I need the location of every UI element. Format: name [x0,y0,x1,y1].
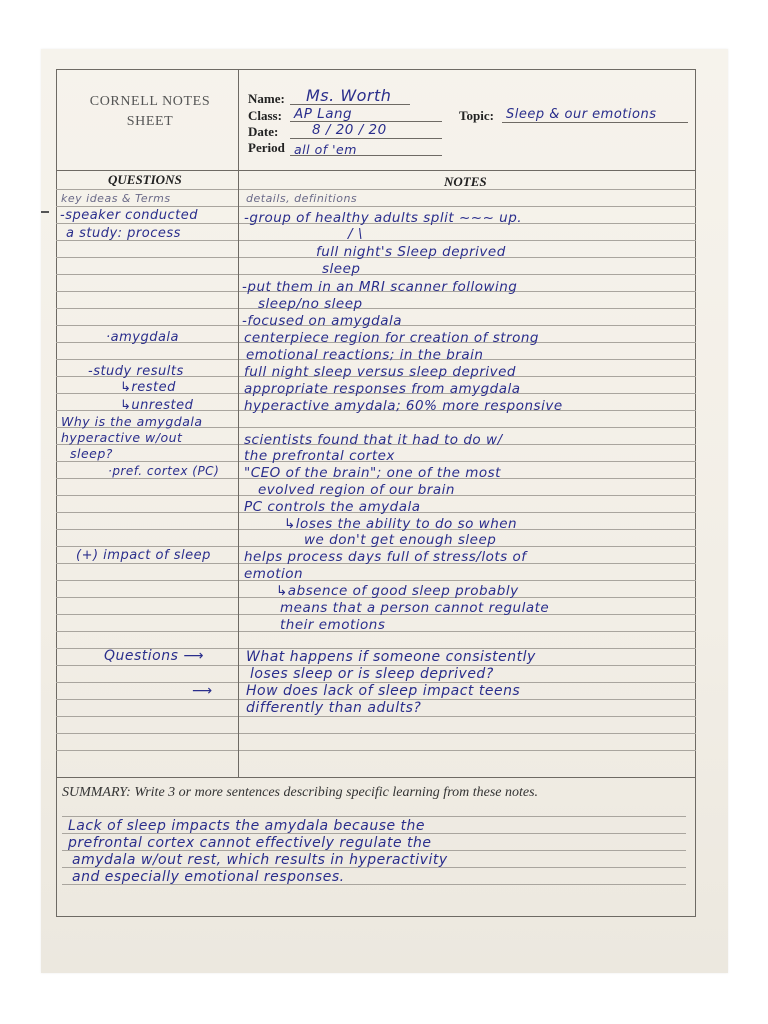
date-underline [290,138,442,139]
question-item: Why is the amygdala [61,414,203,429]
note-line: ↳loses the ability to do so when [284,516,518,532]
date-label: Date: [248,124,279,139]
sheet-title-line2: SHEET [126,114,174,129]
topic-label: Topic: [459,108,494,123]
note-line: appropriate responses from amygdala [244,381,521,397]
notes-header: NOTES [444,174,487,189]
ruled-line [56,580,696,581]
question-item: ·pref. cortex (PC) [108,464,220,478]
question-item: Questions ⟶ [104,648,204,664]
period-label: Period [248,140,285,155]
sheet-title-line1: CORNELL NOTES [89,94,211,109]
sheet-title [62,92,238,132]
class-value: AP Lang [294,106,353,122]
note-line: the prefrontal cortex [244,448,395,464]
note-line: helps process days full of stress/lots of [244,549,527,565]
summary-line: prefrontal cortex cannot effectively regulate the [68,835,432,851]
note-line: full night's Sleep deprived [316,244,506,260]
class-label: Class: [248,108,282,123]
note-line: emotion [244,566,304,582]
ruled-line [56,308,696,309]
note-line: emotional reactions; in the brain [246,347,484,363]
summary-line: and especially emotional responses. [72,869,345,885]
note-line: How does lack of sleep impact teens [246,683,521,699]
questions-header: QUESTIONS [108,172,182,187]
note-line: we don't get enough sleep [304,532,497,548]
questions-subheader: key ideas & Terms [61,192,171,205]
question-item: (+) impact of sleep [76,548,211,563]
note-line: their emotions [280,617,386,633]
note-line: What happens if someone consistently [246,649,536,665]
note-line: scientists found that it had to do w/ [244,432,503,448]
question-item: ·amygdala [106,330,180,345]
note-line: "CEO of the brain"; one of the most [244,465,501,481]
header-divider [56,170,696,171]
note-line: means that a person cannot regulate [280,600,550,616]
column-divider [238,69,239,777]
note-line: full night sleep versus sleep deprived [244,364,516,380]
note-line: evolved region of our brain [258,482,455,498]
paper-edge-mark [41,211,49,213]
question-item: a study: process [66,226,181,241]
topic-value: Sleep & our emotions [506,107,657,122]
summary-divider [56,777,696,778]
name-value: Ms. Worth [306,86,392,105]
note-line: -put them in an MRI scanner following [242,279,518,295]
note-line: ↳absence of good sleep probably [276,583,519,599]
ruled-line [56,274,696,275]
ruled-line [56,206,696,207]
note-line: -focused on amygdala [242,313,403,329]
note-line: centerpiece region for creation of strong [244,330,539,346]
summary-prompt: SUMMARY: Write 3 or more sentences describing specific learning from these notes. [62,785,539,800]
topic-underline [502,122,688,123]
question-item: -speaker conducted [60,208,199,223]
ruled-line [56,716,696,717]
note-line: sleep/no sleep [258,296,363,312]
note-line: sleep [322,261,361,277]
question-item: ⟶ [192,683,213,699]
date-value: 8 / 20 / 20 [312,122,387,138]
ruled-line [56,750,696,751]
question-item: ↳rested [120,380,176,395]
name-label: Name: [248,91,285,106]
summary-line: Lack of sleep impacts the amydala because the [68,818,426,834]
summary-ruled-line [62,816,686,817]
note-line: / \ [348,226,363,242]
ruled-line [56,189,696,190]
question-item: -study results [88,364,184,379]
period-value: all of 'em [294,142,357,157]
summary-line: amydala w/out rest, which results in hyperactivity [72,852,448,868]
note-line: loses sleep or is sleep deprived? [250,666,494,682]
note-line: PC controls the amydala [244,499,421,515]
note-line: differently than adults? [246,700,422,716]
note-line: hyperactive amydala; 60% more responsive [244,398,563,414]
question-item: sleep? [70,446,113,461]
note-line: -group of healthy adults split ~~~ up. [244,210,523,226]
question-item: hyperactive w/out [61,430,183,445]
question-item: ↳unrested [120,398,194,413]
notes-subheader: details, definitions [246,192,358,205]
ruled-line [56,733,696,734]
